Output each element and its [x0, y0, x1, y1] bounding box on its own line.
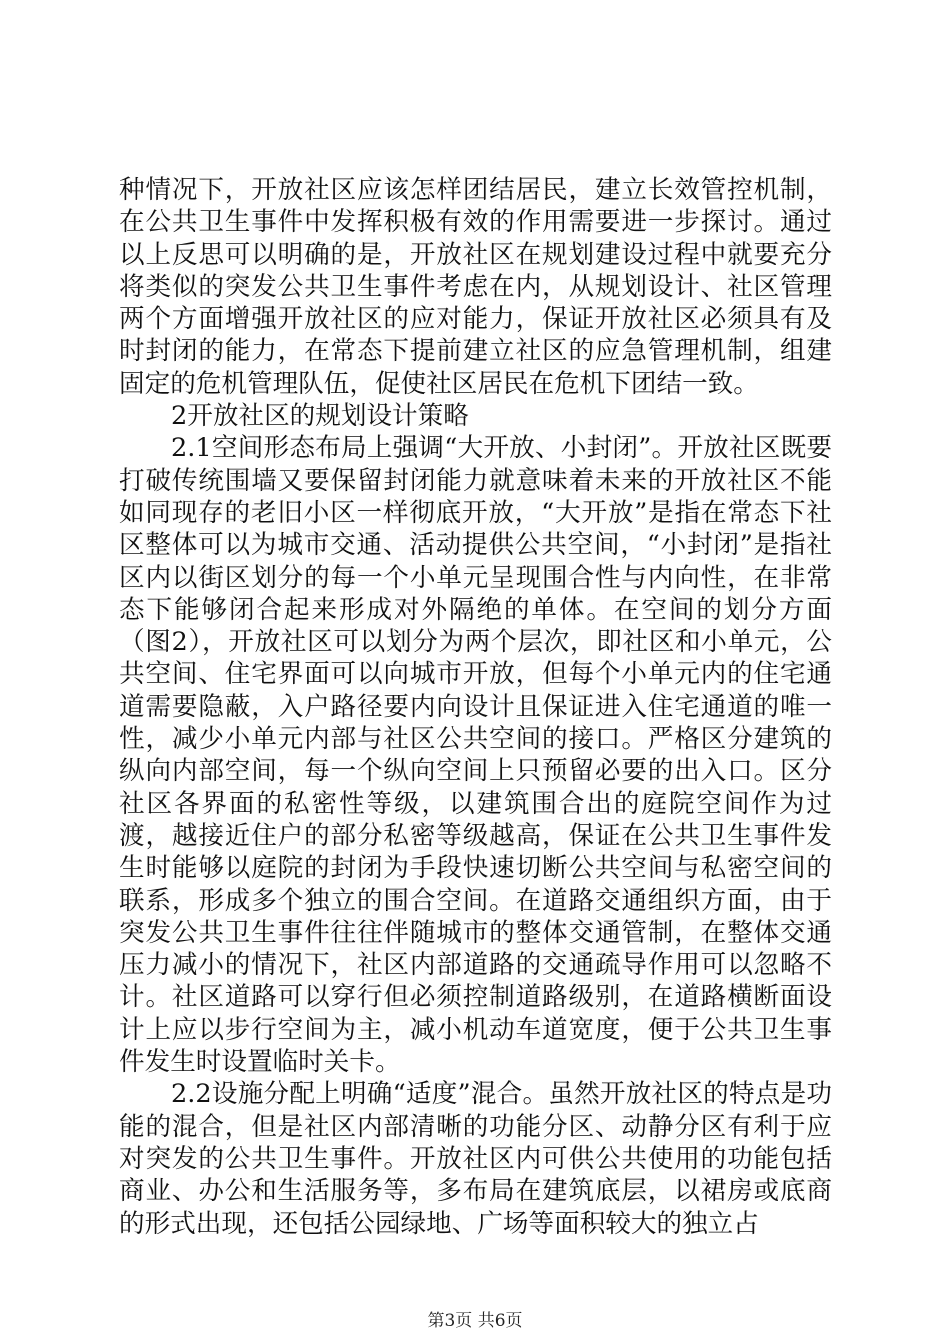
paragraph-2-1: 2.1空间形态布局上强调“大开放、小封闭”。开放社区既要打破传统围墙又要保留封闭能力就意味着未来的开放社区不能如同现存的老旧小区一样彻底开放，“大开放”是指在常态下社区整体可以为城市交通、活动提供公共空间，“小封闭”是指社区内以街区划分的每一个小单元呈现围合性与内向性，在非常态下能够闭合起来形成对外隔绝的单体。在空间的划分方面（图2），开放社区可以划分为两个层次，即社区和小单元，公共空间、住宅界面可以向城市开放，但每个小单元内的住宅通道需要隐蔽，入户路径要内向设计且保证进入住宅通道的唯一性，减少小单元内部与社区公共空间的接口。严格区分建筑的纵向内部空间，每一个纵向空间上只预留必要的出入口。区分社区各界面的私密性等级，以建筑围合出的庭院空间作为过渡，越接近住户的部分私密等级越高，保证在公共卫生事件发生时能够以庭院的封闭为手段快速切断公共空间与私密空间的联系，形成多个独立的围合空间。在道路交通组织方面，由于突发公共卫生事件往往伴随城市的整体交通管制，在整体交通压力减小的情况下，社区内部道路的交通疏导作用可以忽略不计。社区道路可以穿行但必须控制道路级别，在道路横断面设计上应以步行空间为主，减小机动车道宽度，便于公共卫生事件发生时设置临时关卡。: [119, 433, 832, 1078]
paragraph-continuation: 种情况下，开放社区应该怎样团结居民，建立长效管控机制，在公共卫生事件中发挥积极有效的作用需要进一步探讨。通过以上反思可以明确的是，开放社区在规划建设过程中就要充分将类似的突发公共卫生事件考虑在内，从规划设计、社区管理两个方面增强开放社区的应对能力，保证开放社区必须具有及时封闭的能力，在常态下提前建立社区的应急管理机制，组建固定的危机管理队伍，促使社区居民在危机下团结一致。: [119, 175, 832, 399]
page-footer: 第3页 共6页: [427, 1311, 523, 1331]
paragraph-2-2: 2.2设施分配上明确“适度”混合。虽然开放社区的特点是功能的混合，但是社区内部清晰的功能分区、动静分区有利于应对突发的公共卫生事件。开放社区内可供公共使用的功能包括商业、办公和生活服务等，多布局在建筑底层，以裙房或底商的形式出现，还包括公园绿地、广场等面积较大的独立占: [119, 1079, 832, 1239]
section-heading: 2开放社区的规划设计策略: [171, 401, 469, 432]
body-text: [119, 174, 832, 1240]
